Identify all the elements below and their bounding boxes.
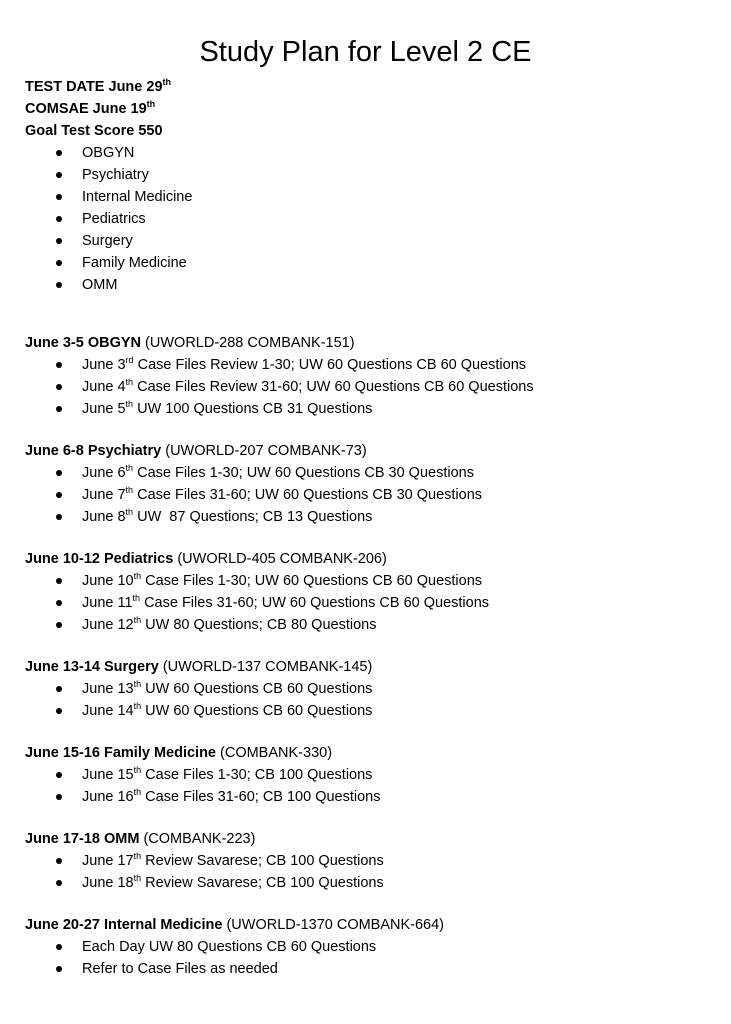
- goal-score: Goal Test Score 550: [25, 123, 163, 139]
- bullet-icon: [56, 944, 62, 950]
- page-title: Study Plan for Level 2 CE: [199, 36, 532, 68]
- task-item: [25, 850, 384, 872]
- task-list: [25, 850, 384, 894]
- subject-list: [25, 142, 192, 296]
- task-item: [25, 592, 489, 614]
- section-heading: [25, 828, 384, 850]
- task-date-sup: th: [132, 593, 141, 604]
- task-date: June 6: [82, 465, 126, 481]
- bullet-icon: [56, 966, 62, 972]
- section-title: June 15-16 Family Medicine: [25, 745, 216, 761]
- bullet-icon: [56, 384, 62, 390]
- task-text: Each Day UW 80 Questions CB 60 Questions: [82, 939, 377, 955]
- task-date: June 3: [82, 357, 126, 373]
- task-text: Case Files 31-60; UW 60 Questions CB 30 Questions: [133, 487, 483, 503]
- task-item: [25, 570, 489, 592]
- bullet-icon: [56, 406, 62, 412]
- subject-label: Family Medicine: [82, 255, 187, 271]
- task-date: June 16: [82, 789, 134, 805]
- subject-item: [25, 208, 192, 230]
- bullet-icon: [56, 600, 62, 606]
- section-counts: (UWORLD-288 COMBANK-151): [141, 335, 355, 351]
- bullet-icon: [56, 858, 62, 864]
- section-counts: (UWORLD-1370 COMBANK-664): [222, 917, 445, 933]
- header-block: [25, 76, 192, 296]
- section-internal-medicine: [25, 914, 444, 980]
- task-date: June 17: [82, 853, 134, 869]
- task-item: [25, 484, 482, 506]
- task-date-sup: th: [133, 571, 142, 582]
- task-date: June 7: [82, 487, 126, 503]
- task-date-sup: th: [133, 851, 142, 862]
- task-date-sup: th: [133, 701, 142, 712]
- task-date: June 13: [82, 681, 134, 697]
- task-date-sup: th: [125, 485, 134, 496]
- task-text: Case Files 1-30; UW 60 Questions CB 30 Questions: [133, 465, 474, 481]
- task-date: June 14: [82, 703, 134, 719]
- section-heading: [25, 548, 489, 570]
- task-item: [25, 398, 534, 420]
- section-title: June 17-18 OMM: [25, 831, 140, 847]
- subject-item: [25, 274, 192, 296]
- subject-label: OMM: [82, 277, 118, 293]
- subject-label: OBGYN: [82, 145, 135, 161]
- task-text: Refer to Case Files as needed: [82, 961, 278, 977]
- task-item: [25, 786, 381, 808]
- bullet-icon: [56, 282, 62, 288]
- section-pediatrics: [25, 548, 489, 636]
- task-date-sup: th: [133, 787, 142, 798]
- subject-item: [25, 252, 192, 274]
- task-text: UW 100 Questions CB 31 Questions: [133, 401, 373, 417]
- bullet-icon: [56, 470, 62, 476]
- task-text: UW 80 Questions; CB 80 Questions: [141, 617, 377, 633]
- section-heading: [25, 742, 381, 764]
- bullet-icon: [56, 260, 62, 266]
- bullet-icon: [56, 194, 62, 200]
- section-family-medicine: [25, 742, 381, 808]
- task-text: Review Savarese; CB 100 Questions: [141, 875, 384, 891]
- task-date: June 8: [82, 509, 126, 525]
- subject-label: Internal Medicine: [82, 189, 193, 205]
- task-date: June 15: [82, 767, 134, 783]
- comsae-date: [25, 98, 192, 120]
- task-item: [25, 872, 384, 894]
- task-date: June 18: [82, 875, 134, 891]
- task-item: [25, 700, 372, 722]
- task-item: [25, 678, 372, 700]
- section-counts: (UWORLD-137 COMBANK-145): [158, 659, 373, 675]
- task-text: Case Files 31-60; UW 60 Questions CB 60 Questions: [140, 595, 490, 611]
- subject-item: [25, 230, 192, 252]
- comsae-sup: th: [146, 99, 156, 110]
- bullet-icon: [56, 686, 62, 692]
- task-text: UW 60 Questions CB 60 Questions: [141, 703, 373, 719]
- task-list: [25, 936, 444, 980]
- section-counts: (COMBANK-330): [216, 745, 333, 761]
- bullet-icon: [56, 622, 62, 628]
- test-date-sup: th: [162, 77, 172, 88]
- bullet-icon: [56, 492, 62, 498]
- task-item: [25, 958, 444, 980]
- section-counts: (UWORLD-207 COMBANK-73): [161, 443, 367, 459]
- section-omm: [25, 828, 384, 894]
- task-date-sup: th: [125, 377, 134, 388]
- bullet-icon: [56, 514, 62, 520]
- bullet-icon: [56, 880, 62, 886]
- task-date-sup: rd: [125, 355, 134, 366]
- bullet-icon: [56, 794, 62, 800]
- section-counts: (UWORLD-405 COMBANK-206): [173, 551, 387, 567]
- task-item: [25, 936, 444, 958]
- task-text: UW 87 Questions; CB 13 Questions: [133, 509, 373, 525]
- task-date: June 4: [82, 379, 126, 395]
- task-text: Case Files Review 31-60; UW 60 Questions CB 60 Questions: [133, 379, 534, 395]
- subject-item: [25, 164, 192, 186]
- task-text: Case Files 31-60; CB 100 Questions: [141, 789, 381, 805]
- task-date-sup: th: [125, 399, 134, 410]
- task-date-sup: th: [125, 463, 134, 474]
- task-text: Case Files 1-30; UW 60 Questions CB 60 Questions: [141, 573, 483, 589]
- task-list: [25, 570, 489, 636]
- section-title: June 6-8 Psychiatry: [25, 443, 162, 459]
- task-item: [25, 614, 489, 636]
- task-item: [25, 376, 534, 398]
- task-item: [25, 506, 482, 528]
- bullet-icon: [56, 362, 62, 368]
- subject-label: Psychiatry: [82, 167, 149, 183]
- task-date: June 5: [82, 401, 126, 417]
- section-obgyn: [25, 332, 534, 420]
- task-text: Case Files Review 1-30; UW 60 Questions CB 60 Questions: [133, 357, 527, 373]
- task-text: Review Savarese; CB 100 Questions: [141, 853, 384, 869]
- task-item: [25, 764, 381, 786]
- task-date: June 12: [82, 617, 134, 633]
- task-list: [25, 678, 372, 722]
- section-surgery: [25, 656, 372, 722]
- subject-label: Surgery: [82, 233, 133, 249]
- task-date-sup: th: [133, 765, 142, 776]
- bullet-icon: [56, 150, 62, 156]
- bullet-icon: [56, 708, 62, 714]
- task-date-sup: th: [133, 873, 142, 884]
- bullet-icon: [56, 172, 62, 178]
- task-date-sup: th: [133, 679, 142, 690]
- task-item: [25, 354, 534, 376]
- bullet-icon: [56, 772, 62, 778]
- section-title: June 10-12 Pediatrics: [25, 551, 174, 567]
- task-list: [25, 462, 482, 528]
- subject-item: [25, 142, 192, 164]
- bullet-icon: [56, 216, 62, 222]
- task-date: June 10: [82, 573, 134, 589]
- comsae-text: COMSAE June 19: [25, 101, 147, 117]
- section-heading: [25, 656, 372, 678]
- task-item: [25, 462, 482, 484]
- task-date: June 11: [82, 595, 133, 611]
- section-title: June 3-5 OBGYN: [25, 335, 142, 351]
- section-heading: [25, 440, 482, 462]
- bullet-icon: [56, 578, 62, 584]
- task-text: Case Files 1-30; CB 100 Questions: [141, 767, 373, 783]
- test-date: [25, 76, 192, 98]
- section-title: June 20-27 Internal Medicine: [25, 917, 223, 933]
- task-list: [25, 354, 534, 420]
- subject-label: Pediatrics: [82, 211, 146, 227]
- task-list: [25, 764, 381, 808]
- task-date-sup: th: [133, 615, 142, 626]
- section-psychiatry: [25, 440, 482, 528]
- subject-item: [25, 186, 192, 208]
- task-text: UW 60 Questions CB 60 Questions: [141, 681, 373, 697]
- test-date-text: TEST DATE June 29: [25, 79, 163, 95]
- section-counts: (COMBANK-223): [139, 831, 256, 847]
- section-title: June 13-14 Surgery: [25, 659, 159, 675]
- task-date-sup: th: [125, 507, 134, 518]
- bullet-icon: [56, 238, 62, 244]
- section-heading: [25, 332, 534, 354]
- section-heading: [25, 914, 444, 936]
